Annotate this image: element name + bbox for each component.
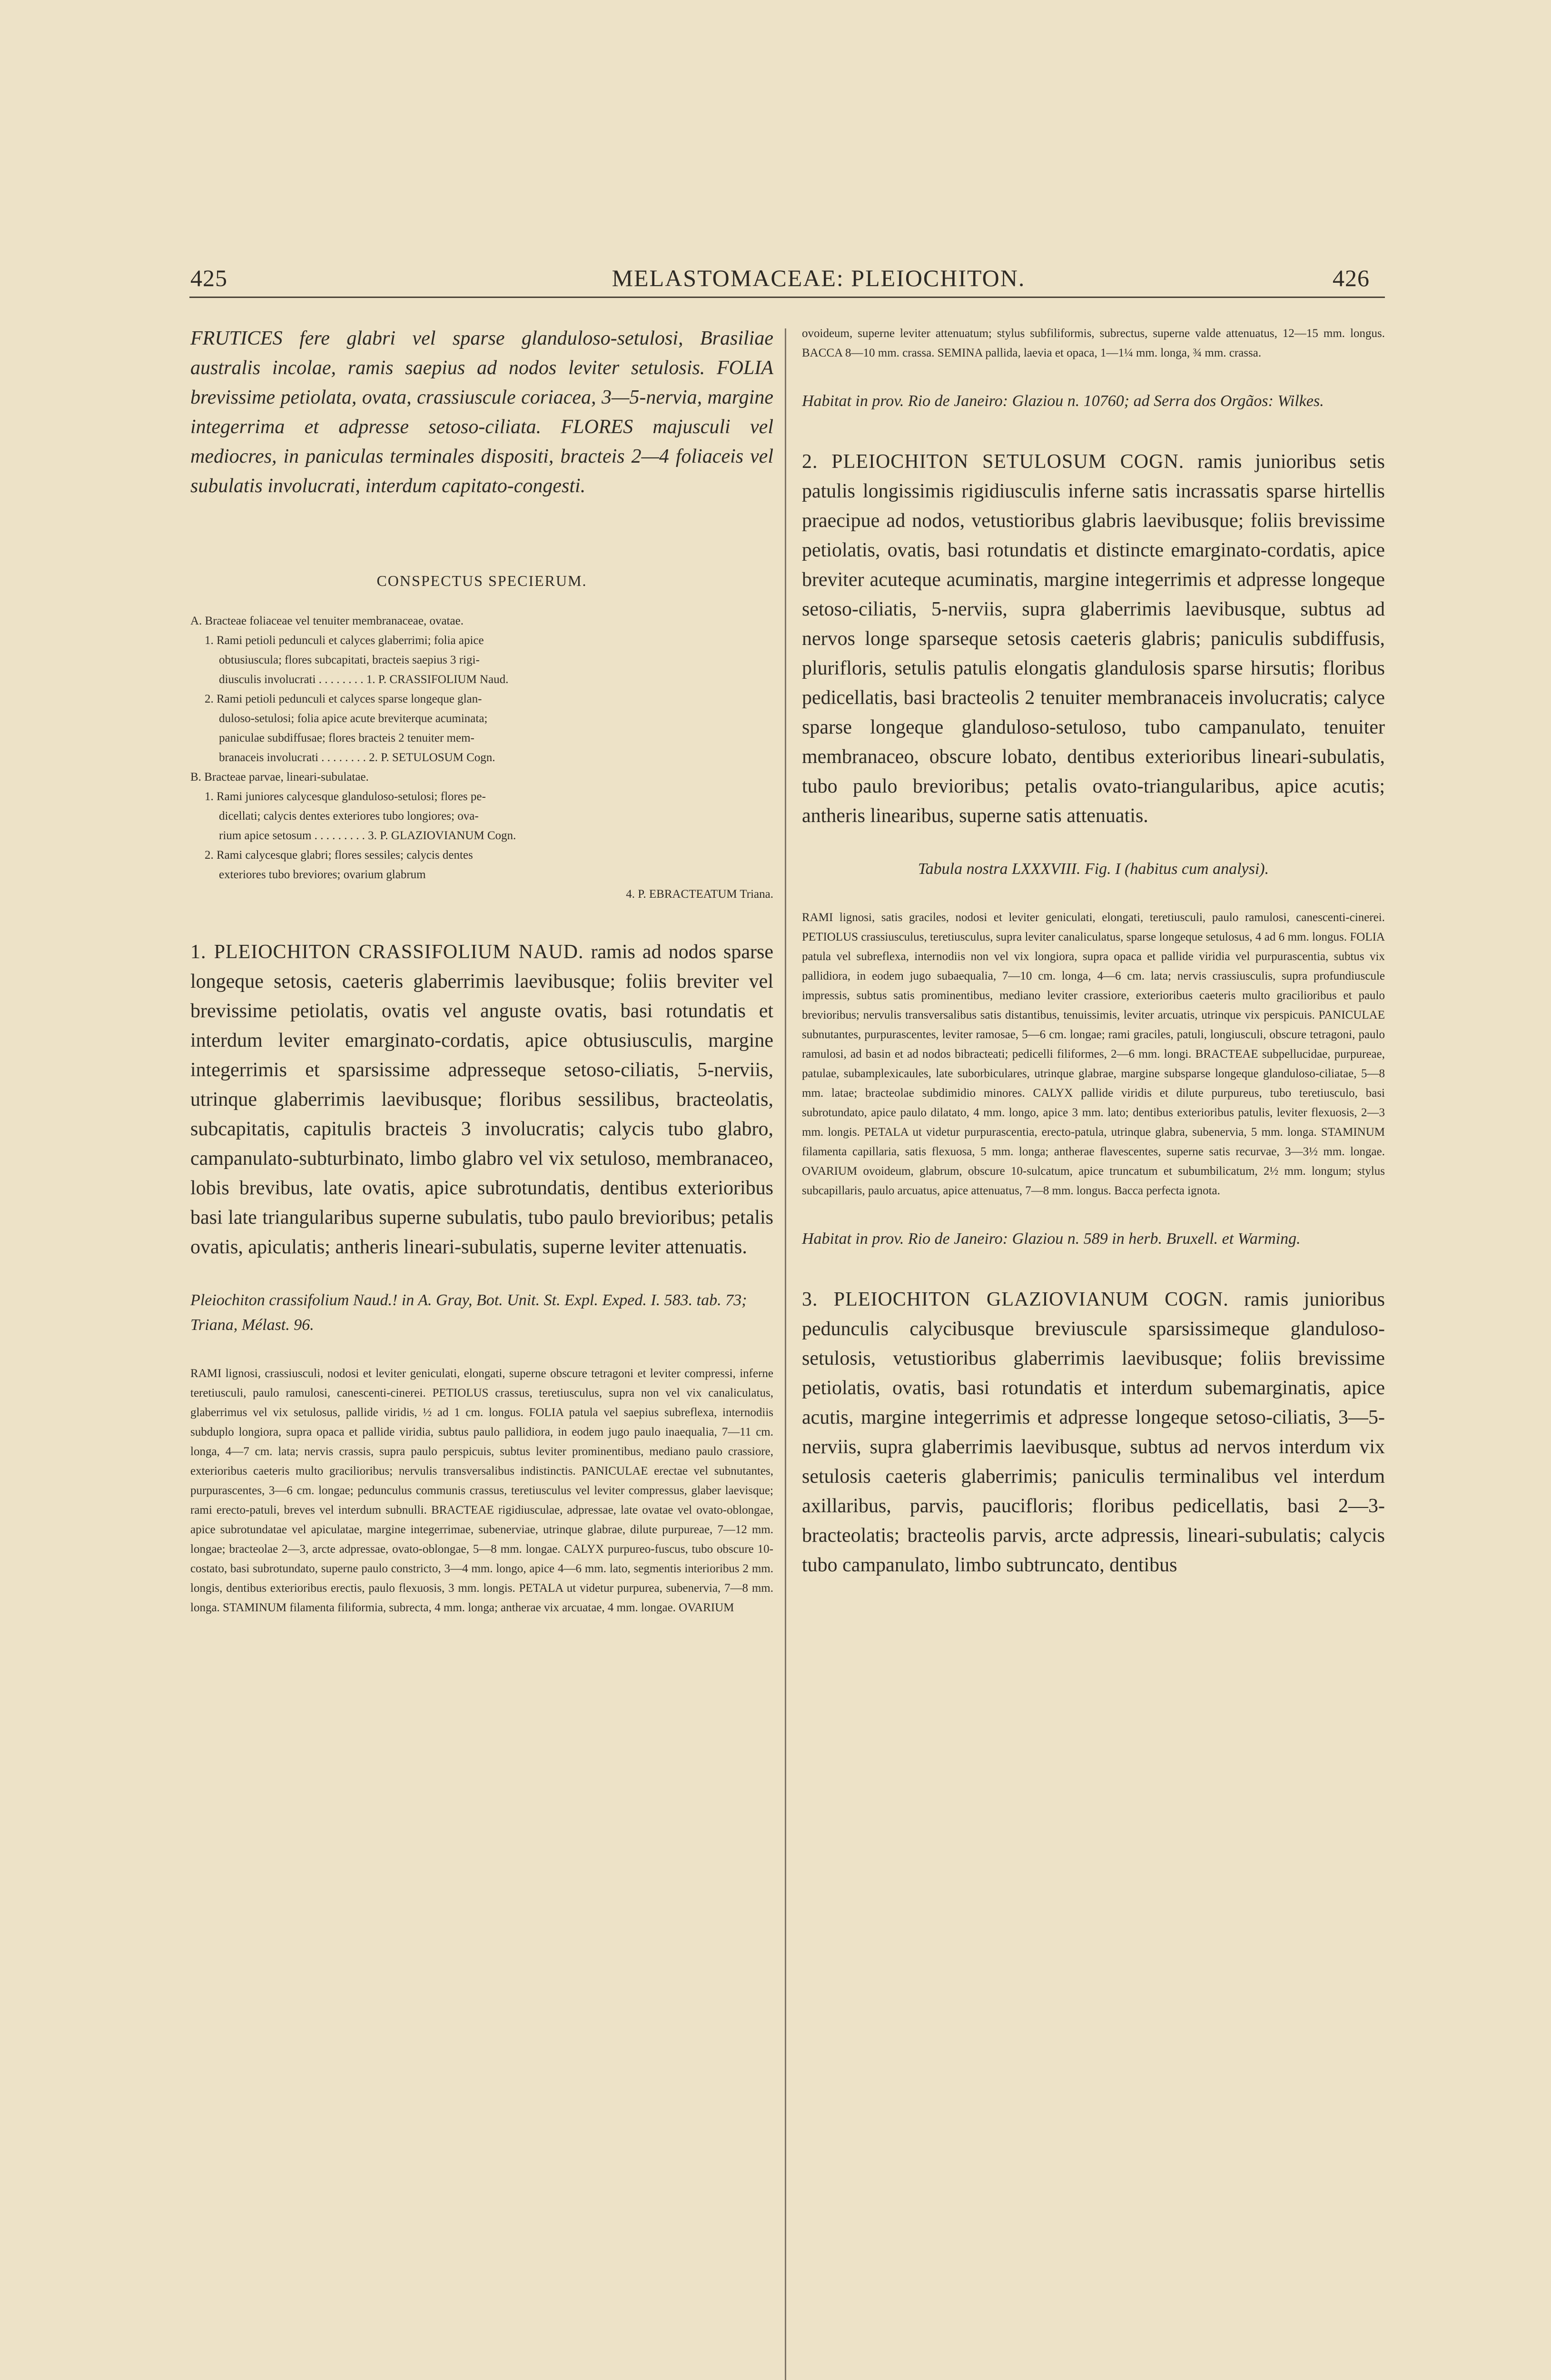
- species-1-description: ramis ad nodos sparse longeque setosis, caeteris glaberrimis laevibusque; foliis breviter vel brevissime petiolatis, ovatis vel anguste ovatis, basi rotundatis et interdum leviter emarginato-cordatis, apice obtusiusculis, margine integerrimis et sparsissime adpresseque setoso-ciliatis, 5-nerviis, utrinque glaberrimis laevibusque; floribus sessilibus, bracteolatis, subcapitatis, capitulis bracteis 3 involucratis; calycis tubo glabro, campanulato-subturbinato, limbo glabro vel vix setuloso, membranaceo, lobis brevibus, late ovatis, apice subrotundatis, dentibus exterioribus basi late triangularibus superne subulatis, tubo paulo brevioribus; petalis ovatis, apiculatis; antheris lineari-subulatis, superne leviter attenuatis.: [190, 941, 773, 1258]
- key-line: obtusiuscula; flores subcapitati, bracteis saepius 3 rigi-: [219, 654, 480, 666]
- species-1-habitat: Habitat in prov. Rio de Janeiro: Glaziou n. 10760; ad Serra dos Orgãos: Wilkes.: [802, 392, 1324, 410]
- species-3-diagnosis: [802, 1285, 1385, 1580]
- left-column: [190, 324, 773, 1617]
- key-line: exteriores tubo breviores; ovarium glabrum: [219, 868, 426, 881]
- species-2-habitat: Habitat in prov. Rio de Janeiro: Glaziou n. 589 in herb. Bruxell. et Warming.: [802, 1230, 1301, 1248]
- conspectus-title: CONSPECTUS SPECIERUM.: [376, 572, 587, 589]
- key-line: 1. Rami juniores calycesque glanduloso-setulosi; flores pe-: [205, 790, 486, 803]
- column-divider: [785, 328, 786, 2380]
- species-1-continuation: ovoideum, superne leviter attenuatum; stylus subfiliformis, subrectus, superne valde attenuatus, 12—15 mm. longus. BACCA 8—10 mm. crassa. SEMINA pallida, laevia et opaca, 1—1¼ mm. longa, ¾ mm. crassa.: [802, 327, 1385, 359]
- species-2-heading: 2. PLEIOCHITON SETULOSUM COGN.: [802, 451, 1185, 473]
- species-3-heading: 3. PLEIOCHITON GLAZIOVIANUM COGN.: [802, 1289, 1229, 1310]
- page-number-right: 426: [1333, 265, 1370, 291]
- species-1-citation: Pleiochiton crassifolium Naud.! in A. Gray, Bot. Unit. St. Expl. Exped. I. 583. tab. 73; Triana, Mélast. 96.: [190, 1291, 747, 1334]
- species-1-heading: 1. PLEIOCHITON CRASSIFOLIUM NAUD.: [190, 941, 584, 963]
- key-line: 2. Rami petioli pedunculi et calyces sparse longeque glan-: [205, 693, 482, 705]
- running-head: MELASTOMACEAE: PLEIOCHITON.: [612, 265, 1026, 291]
- key-line: duloso-setulosi; folia apice acute breviterque acuminata;: [219, 712, 488, 725]
- key-line: A. Bracteae foliaceae vel tenuiter membranaceae, ovatae.: [190, 615, 464, 627]
- key-line: 2. Rami calycesque glabri; flores sessiles; calycis dentes: [205, 849, 473, 862]
- species-key: [190, 611, 773, 904]
- species-1-diagnosis: [190, 937, 773, 1262]
- key-line: dicellati; calycis dentes exteriores tubo longiores; ova-: [219, 810, 479, 823]
- species-2-detail: RAMI lignosi, satis graciles, nodosi et leviter geniculati, elongati, teretiusculi, paulo ramulosi, canescenti-cinerei. PETIOLUS crassiusculus, teretiusculus, supra leviter canaliculatus, sparse longeque setulosus, 4 ad 6 mm. longus. FOLIA patula vel subreflexa, internodiis non vel vix longiora, supra opaca et pallide viridia vel purpurascentia, subtus vix pallidiora, in eodem jugo subaequalia, 7—10 cm. longa, 4—6 cm. lata; nervis crassiusculis, supra profundiuscule impressis, subtus satis prominentibus, mediano leviter crassiore, exterioribus caeteris multo gracilioribus et paulo brevioribus; nervulis transversalibus satis distantibus, tenuissimis, leviter arcuatis, utrinque vix perspicuis. PANICULAE subnutantes, purpurascentes, leviter ramosae, 5—6 cm. longae; rami graciles, patuli, longiusculi, obscure tetragoni, paulo ramulosi, ad basin et ad nodos bibracteati; pedicelli filiformes, 2—6 mm. longi. BRACTEAE subpellucidae, purpureae, patulae, subamplexicaules, late suborbiculares, utrinque glabrae, margine subsparse longeque glanduloso-ciliatae, 5—8 mm. latae; bracteolae subdimidio minores. CALYX pallide viridis et dilute purpureus, tubo teretiusculo, basi subrotundato, apice paulo dilatato, 4 mm. longo, apice 3 mm. lato; dentibus exterioribus patulis, leviter flexuosis, 2—3 mm. longis. PETALA ut videtur purpurascentia, erecto-patula, utrinque glabra, subenervia, 5 mm. longa. STAMINUM filamenta capillaria, satis flexuosa, 5 mm. longa; antherae flavescentes, superne satis recurvae, 3—3½ mm. longae. OVARIUM ovoideum, glabrum, obscure 10-sulcatum, apice truncatum et subumbilicatum, 2½ mm. longum; stylus subcapillaris, paulo arcuatus, apice attenuatus, 7—8 mm. longus. Bacca perfecta ignota.: [802, 911, 1385, 1197]
- species-2-diagnosis: [802, 447, 1385, 831]
- species-1-detail: RAMI lignosi, crassiusculi, nodosi et leviter geniculati, elongati, superne obscure tetragoni et leviter compressi, inferne teretiusculi, paulo ramulosi, canescenti-cinerei. PETIOLUS crassus, teretiusculus, supra non vel vix canaliculatus, glaberrimus vel vix setulosus, pallide viridis, ½ ad 1 cm. longus. FOLIA patula vel saepius subreflexa, internodiis subduplo longiora, supra opaca et pallide viridia, subtus paulo pallidiora, in eodem jugo paulo inaequalia, 7—11 cm. longa, 4—7 cm. lata; nervis crassis, supra paulo perspicuis, subtus leviter prominentibus, mediano paulo crassiore, exterioribus caeteris multo gracilioribus; nervulis transversalibus indistinctis. PANICULAE erectae vel subnutantes, purpurascentes, 3—6 cm. longae; pedunculus communis crassus, teretiusculus vel leviter compressus, glaber laevisque; rami erecto-patuli, breves vel interdum subnulli. BRACTEAE rigidiusculae, adpressae, late ovatae vel ovato-oblongae, apice subrotundatae vel apiculatae, margine integerrimae, subenerviae, utrinque glabrae, dilute purpureae, 7—12 mm. longae; bracteolae 2—3, arcte adpressae, ovato-oblongae, 5—8 mm. longae. CALYX purpureo-fuscus, tubo obscure 10-costato, basi subrotundato, superne paulo constricto, 3—4 mm. longo, apice 4—6 mm. lato, segmentis interioribus 2 mm. longis, dentibus exterioribus erectis, paulo flexuosis, 3 mm. longis. PETALA ut videtur purpurea, subenervia, 7—8 mm. longa. STAMINUM filamenta filiformia, subrecta, 4 mm. longa; antherae vix arcuatae, 4 mm. longae. OVARIUM: [190, 1367, 773, 1614]
- key-line: 4. P. EBRACTEATUM Triana.: [626, 888, 773, 901]
- species-2-description: ramis junioribus setis patulis longissimis rigidiusculis inferne satis incrassatis sparse hirtellis praecipue ad nodos, vetustioribus glabris laevibusque; foliis brevissime petiolatis, ovatis, basi rotundatis et distincte emarginato-cordatis, apice breviter acuteque acuminatis, margine integerrimis et adpresse longeque setoso-ciliatis, 5-nerviis, supra glaberrimis laevibusque, subtus ad nervos longe sparseque setosis caeteris glabris; paniculis subdiffusis, plurifloris, setulis patulis elongatis glandulosis sparse hirsutis; floribus pedicellatis, basi bracteolis 2 tenuiter membranaceis involucratis; calyce sparse longeque glanduloso-setuloso, tubo campanulato, tenuiter membranaceo, obscure lobato, dentibus exterioribus lineari-subulatis, tubo paulo brevioribus; petalis ovato-triangularibus, apice acutis; antheris linearibus, superne satis attenuatis.: [802, 451, 1385, 827]
- header-rule: [189, 297, 1385, 298]
- key-line: B. Bracteae parvae, lineari-subulatae.: [190, 771, 369, 783]
- page-number-left: 425: [190, 265, 227, 291]
- key-line: rium apice setosum . . . . . . . . . 3. P. GLAZIOVIANUM Cogn.: [219, 829, 516, 842]
- right-column: [802, 324, 1385, 1580]
- species-2-plate-reference: Tabula nostra LXXXVIII. Fig. I (habitus cum analysi).: [918, 860, 1269, 878]
- key-line: diusculis involucrati . . . . . . . . 1. P. CRASSIFOLIUM Naud.: [219, 673, 509, 686]
- species-3-description: ramis junioribus pedunculis calycibusque breviuscule sparsissimeque glanduloso-setulosis, vetustioribus glaberrimis laevibusque; foliis brevissime petiolatis, ovatis, basi rotundatis et interdum subemarginatis, apice acutis, margine integerrimis et adpresse longeque setoso-ciliatis, 3—5-nerviis, supra glaberrimis laevibusque, subtus ad nervos interdum vix setulosis caeteris glaberrimis; paniculis terminalibus vel interdum axillaribus, parvis, paucifloris; floribus pedicellatis, basi 2—3-bracteolatis; bracteolis parvis, arcte adpressis, lineari-subulatis; calycis tubo campanulato, limbo subtruncato, dentibus: [802, 1289, 1385, 1576]
- key-line: 1. Rami petioli pedunculi et calyces glaberrimi; folia apice: [205, 634, 484, 647]
- key-line: branaceis involucrati . . . . . . . . 2. P. SETULOSUM Cogn.: [219, 751, 495, 764]
- genus-description: FRUTICES fere glabri vel sparse glanduloso-setulosi, Brasiliae australis incolae, ramis saepius ad nodos leviter setulosis. FOLIA brevissime petiolata, ovata, crassiuscule coriacea, 3—5-nervia, margine integerrima et adpresse setoso-ciliata. FLORES majusculi vel mediocres, in paniculas terminales dispositi, bracteis 2—4 foliaceis vel subulatis involucrati, interdum capitato-congesti.: [190, 327, 773, 497]
- key-line: paniculae subdiffusae; flores bracteis 2 tenuiter mem-: [219, 732, 474, 744]
